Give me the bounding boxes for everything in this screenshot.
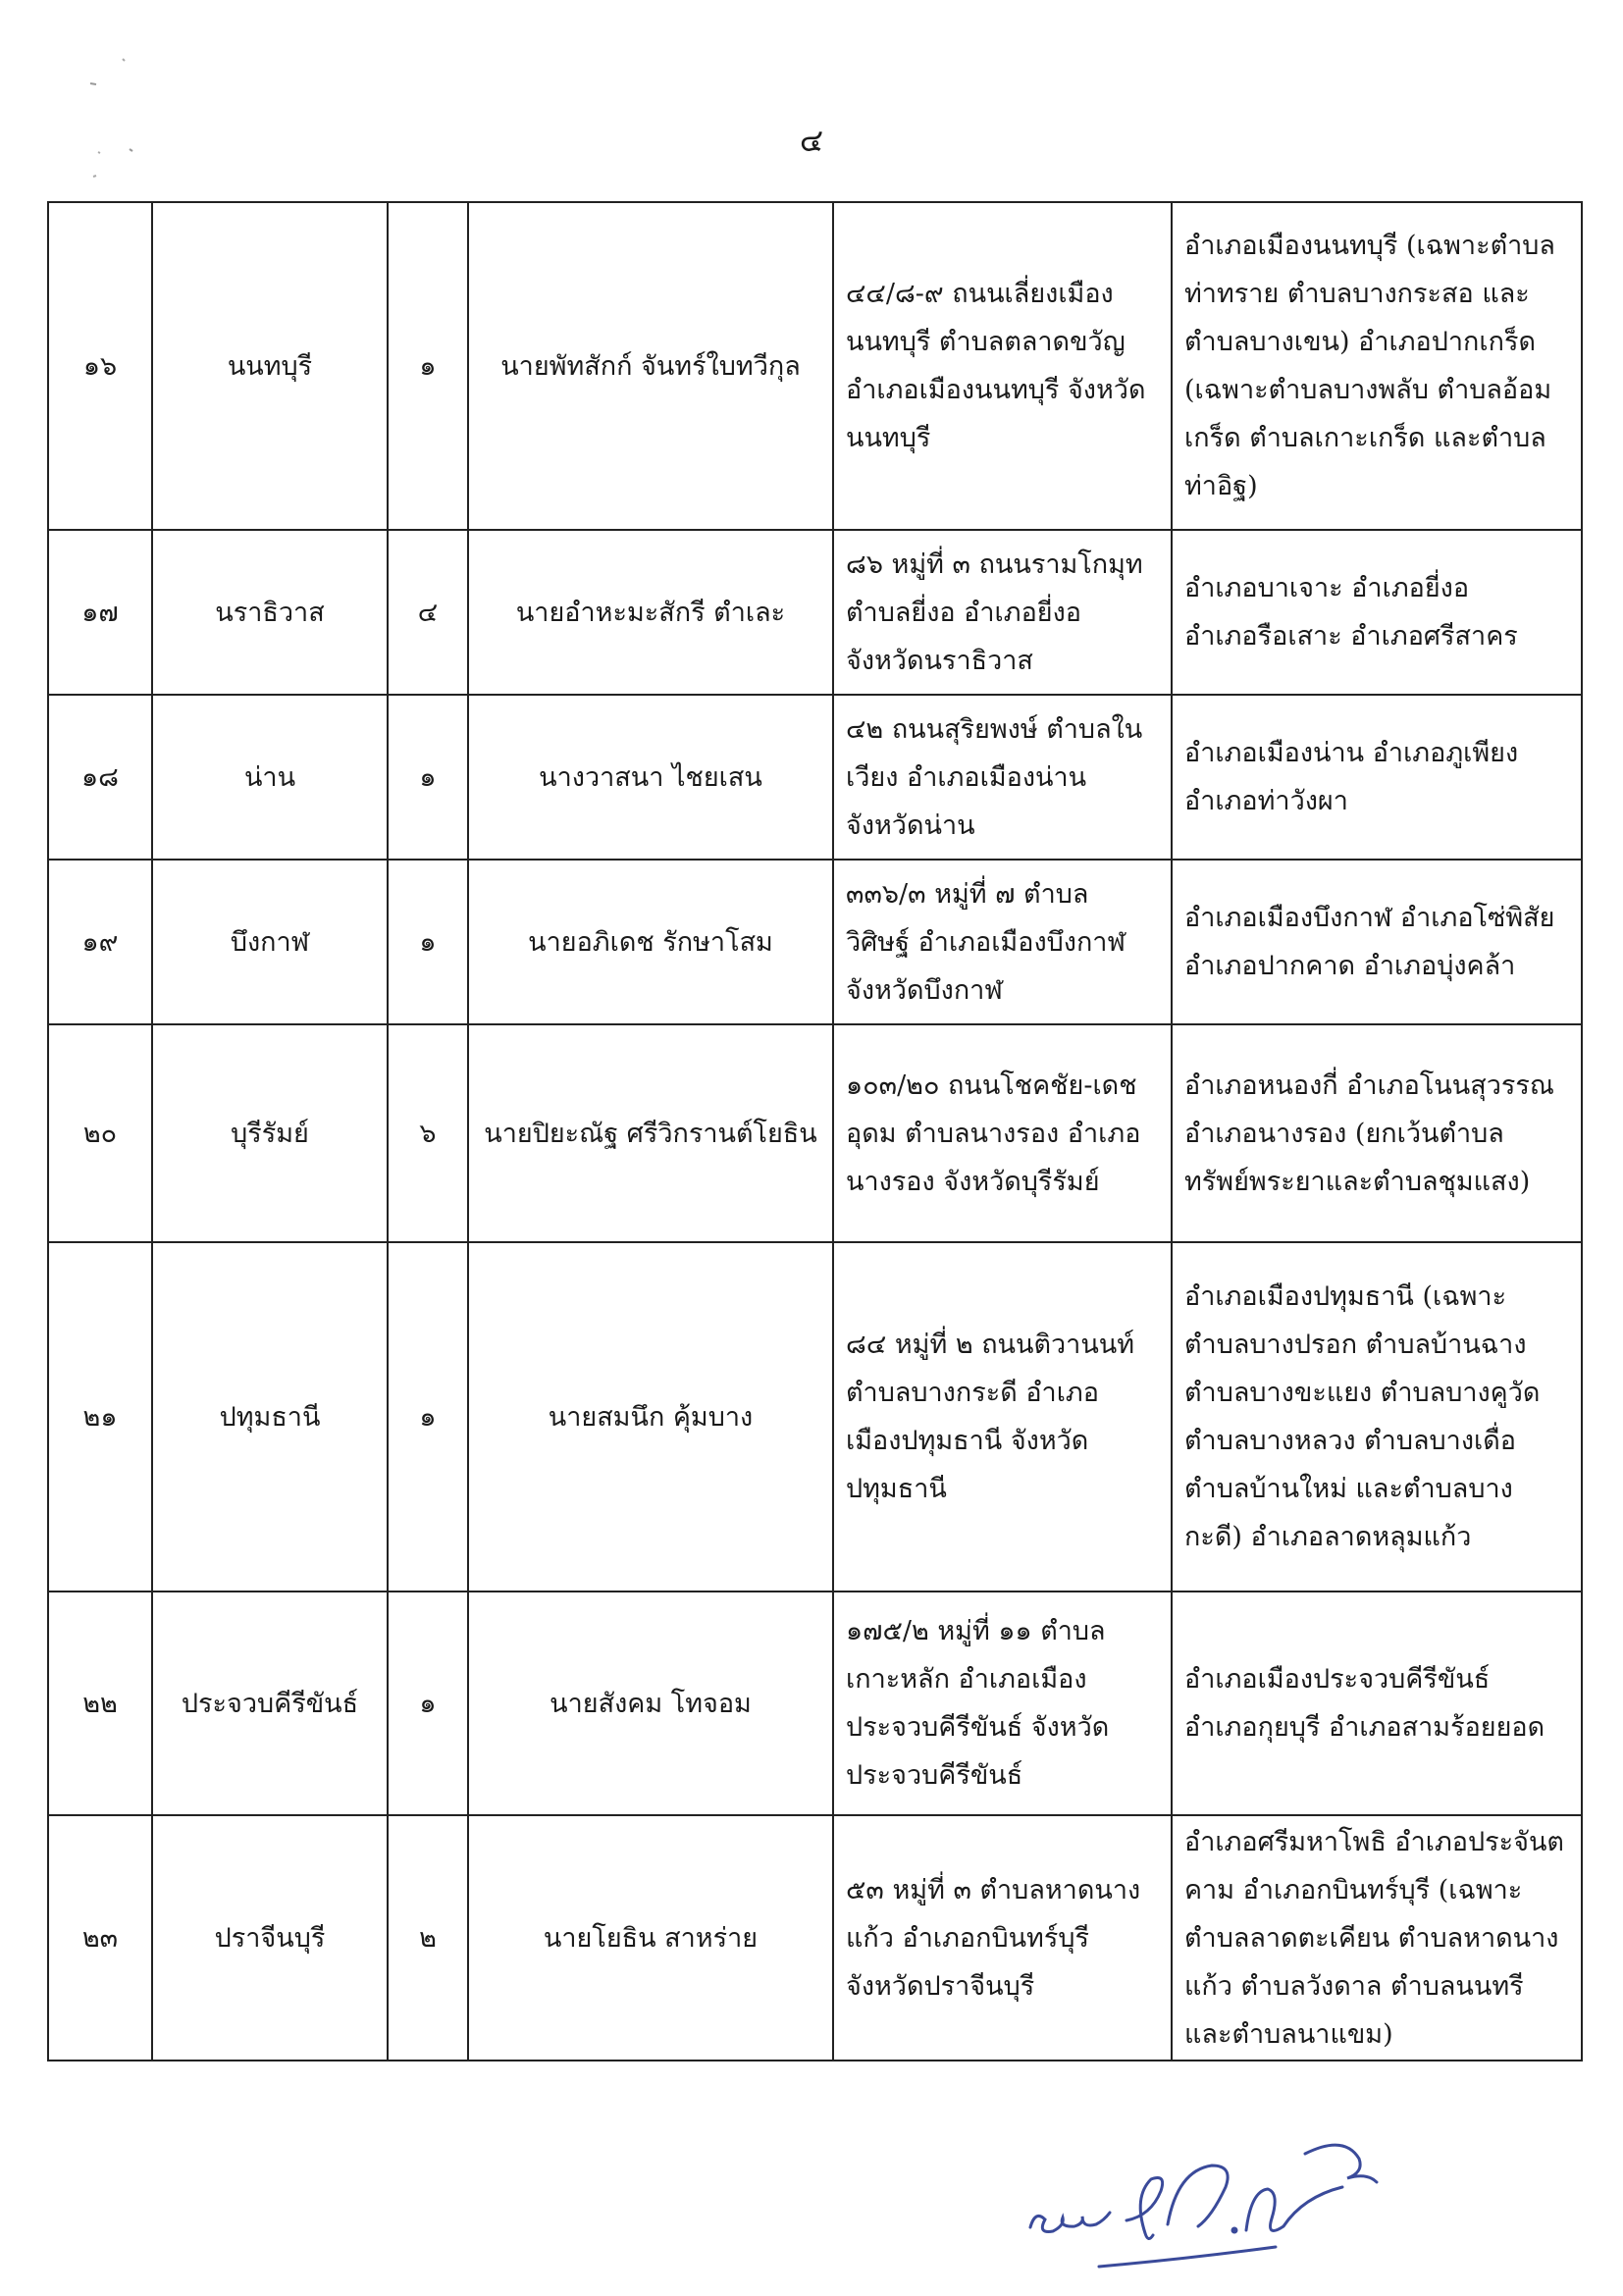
- jurisdiction-line: อำเภอนางรอง (ยกเว้นตำบล: [1184, 1118, 1504, 1149]
- official-name-cell: นายโยธิน สาหร่าย: [468, 1815, 833, 2061]
- jurisdiction-line: และตำบลนาแขม): [1184, 2018, 1393, 2050]
- address-line: จังหวัดน่าน: [846, 809, 975, 841]
- province-cell: นนทบุรี: [152, 202, 388, 530]
- count-cell: ๑: [388, 860, 468, 1024]
- province-cell: ปราจีนบุรี: [152, 1815, 388, 2061]
- jurisdiction-line: ตำบลบางปรอก ตำบลบ้านฉาง: [1184, 1330, 1527, 1360]
- jurisdiction-line: เกร็ด ตำบลเกาะเกร็ด และตำบล: [1184, 423, 1546, 453]
- count-cell: ๖: [388, 1024, 468, 1242]
- address-cell: [833, 1242, 1172, 1592]
- address-cell: [833, 860, 1172, 1024]
- jurisdiction-line: (เฉพาะตำบลบางพลับ ตำบลอ้อม: [1184, 375, 1552, 405]
- jurisdiction-cell: [1172, 202, 1582, 530]
- signature: [1011, 2114, 1423, 2281]
- row-number: ๑๙: [48, 860, 152, 1024]
- table-row: [48, 695, 1582, 860]
- registry-table: [47, 201, 1583, 2061]
- jurisdiction-line: อำเภอกุยบุรี อำเภอสามร้อยยอด: [1184, 1712, 1545, 1743]
- address-cell: [833, 695, 1172, 860]
- address-line: แก้ว อำเภอกบินทร์บุรี: [846, 1922, 1089, 1954]
- official-name-cell: นายสังคม โทจอม: [468, 1592, 833, 1815]
- province-cell: ประจวบคีรีขันธ์: [152, 1592, 388, 1815]
- row-number: ๒๑: [48, 1242, 152, 1592]
- official-name-cell: นางวาสนา ไชยเสน: [468, 695, 833, 860]
- address-line: อำเภอเมืองนนทบุรี จังหวัด: [846, 375, 1146, 405]
- address-line: ตำบลยี่งอ อำเภอยี่งอ: [846, 597, 1082, 628]
- row-number: ๒๓: [48, 1815, 152, 2061]
- address-cell: [833, 1592, 1172, 1815]
- address-line: เวียง อำเภอเมืองน่าน: [846, 761, 1087, 793]
- jurisdiction-line: คาม อำเภอกบินทร์บุรี (เฉพาะ: [1184, 1874, 1523, 1905]
- jurisdiction-line: อำเภอเมืองปทุมธานี (เฉพาะ: [1184, 1281, 1507, 1312]
- count-cell: ๒: [388, 1815, 468, 2061]
- jurisdiction-line: ตำบลลาดตะเคียน ตำบลหาดนาง: [1184, 1922, 1559, 1954]
- jurisdiction-cell: [1172, 860, 1582, 1024]
- address-line: ๑๐๓/๒๐ ถนนโชคชัย-เดช: [846, 1070, 1137, 1101]
- address-line: วิศิษฐ์ อำเภอเมืองบึงกาฬ: [846, 926, 1126, 958]
- row-number: ๒๒: [48, 1592, 152, 1815]
- address-cell: [833, 202, 1172, 530]
- jurisdiction-line: อำเภอเมืองประจวบคีรีขันธ์: [1184, 1664, 1491, 1695]
- address-line: ๔๒ ถนนสุริยพงษ์ ตำบลใน: [846, 713, 1143, 745]
- jurisdiction-line: อำเภอหนองกี่ อำเภอโนนสุวรรณ: [1184, 1070, 1554, 1101]
- jurisdiction-cell: [1172, 1242, 1582, 1592]
- count-cell: ๑: [388, 1242, 468, 1592]
- address-line: ๕๓ หมู่ที่ ๓ ตำบลหาดนาง: [846, 1874, 1141, 1905]
- jurisdiction-line: อำเภอท่าวังผา: [1184, 786, 1348, 816]
- row-number: ๑๘: [48, 695, 152, 860]
- jurisdiction-line: ทรัพย์พระยาและตำบลชุมแสง): [1184, 1166, 1531, 1197]
- jurisdiction-line: ท่าทราย ตำบลบางกระสอ และ: [1184, 279, 1530, 309]
- address-line: ประจวบคีรีขันธ์: [846, 1760, 1023, 1791]
- jurisdiction-line: อำเภอเมืองน่าน อำเภอภูเพียง: [1184, 738, 1519, 768]
- jurisdiction-line: ตำบลบ้านใหม่ และตำบลบาง: [1184, 1474, 1513, 1504]
- province-cell: ปทุมธานี: [152, 1242, 388, 1592]
- address-line: เกาะหลัก อำเภอเมือง: [846, 1664, 1087, 1695]
- row-number: ๑๖: [48, 202, 152, 530]
- official-name-cell: นายอำหะมะสักรี ตำเละ: [468, 530, 833, 695]
- address-line: นนทบุรี ตำบลตลาดขวัญ: [846, 327, 1126, 357]
- address-line: ๓๓๖/๓ หมู่ที่ ๗ ตำบล: [846, 878, 1089, 910]
- address-line: ๑๗๕/๒ หมู่ที่ ๑๑ ตำบล: [846, 1616, 1106, 1646]
- province-cell: นราธิวาส: [152, 530, 388, 695]
- address-cell: [833, 530, 1172, 695]
- jurisdiction-line: แก้ว ตำบลวังดาล ตำบลนนทรี: [1184, 1970, 1524, 2002]
- province-cell: น่าน: [152, 695, 388, 860]
- jurisdiction-line: ท่าอิฐ): [1184, 471, 1258, 501]
- address-line: ๘๖ หมู่ที่ ๓ ถนนรามโกมุท: [846, 548, 1143, 580]
- official-name-cell: นายสมนึก คุ้มบาง: [468, 1242, 833, 1592]
- page-number: ๔: [799, 122, 824, 159]
- jurisdiction-cell: [1172, 1815, 1582, 2061]
- jurisdiction-line: อำเภอศรีมหาโพธิ อำเภอประจันต: [1184, 1826, 1564, 1857]
- official-name-cell: นายอภิเดช รักษาโสม: [468, 860, 833, 1024]
- table-row: [48, 1592, 1582, 1815]
- address-line: อุดม ตำบลนางรอง อำเภอ: [846, 1118, 1141, 1149]
- address-line: ๔๔/๘-๙ ถนนเลี่ยงเมือง: [846, 279, 1114, 309]
- count-cell: ๑: [388, 202, 468, 530]
- jurisdiction-line: ตำบลบางเขน) อำเภอปากเกร็ด: [1184, 327, 1537, 357]
- address-cell: [833, 1815, 1172, 2061]
- official-name-cell: นายพัทสักก์ จันทร์ใบทวีกุล: [468, 202, 833, 530]
- table-row: [48, 1242, 1582, 1592]
- jurisdiction-cell: [1172, 1024, 1582, 1242]
- jurisdiction-line: อำเภอเมืองบึงกาฬ อำเภอโซ่พิสัย: [1184, 903, 1555, 933]
- count-cell: ๑: [388, 1592, 468, 1815]
- address-line: ตำบลบางกระดี อำเภอ: [846, 1378, 1099, 1408]
- jurisdiction-line: ตำบลบางขะแยง ตำบลบางคูวัด: [1184, 1378, 1541, 1408]
- table-row: [48, 1024, 1582, 1242]
- table-row: [48, 202, 1582, 530]
- address-line: นนทบุรี: [846, 423, 931, 453]
- jurisdiction-line: อำเภอปากคาด อำเภอบุ่งคล้า: [1184, 951, 1516, 981]
- jurisdiction-line: ตำบลบางหลวง ตำบลบางเดื่อ: [1184, 1426, 1516, 1456]
- address-line: จังหวัดนราธิวาส: [846, 645, 1033, 676]
- table-row: [48, 1815, 1582, 2061]
- jurisdiction-line: อำเภอเมืองนนทบุรี (เฉพาะตำบล: [1184, 231, 1555, 261]
- address-line: นางรอง จังหวัดบุรีรัมย์: [846, 1166, 1100, 1197]
- address-line: เมืองปทุมธานี จังหวัด: [846, 1426, 1089, 1456]
- table-row: [48, 860, 1582, 1024]
- count-cell: ๔: [388, 530, 468, 695]
- address-line: ๘๔ หมู่ที่ ๒ ถนนติวานนท์: [846, 1330, 1135, 1360]
- address-line: ปทุมธานี: [846, 1474, 947, 1504]
- row-number: ๒๐: [48, 1024, 152, 1242]
- jurisdiction-cell: [1172, 695, 1582, 860]
- address-line: ประจวบคีรีขันธ์ จังหวัด: [846, 1712, 1110, 1743]
- row-number: ๑๗: [48, 530, 152, 695]
- jurisdiction-line: อำเภอบาเจาะ อำเภอยี่งอ: [1184, 573, 1470, 603]
- address-line: จังหวัดบึงกาฬ: [846, 974, 1003, 1006]
- jurisdiction-line: อำเภอรือเสาะ อำเภอศรีสาคร: [1184, 621, 1518, 652]
- address-cell: [833, 1024, 1172, 1242]
- province-cell: บึงกาฬ: [152, 860, 388, 1024]
- jurisdiction-line: กะดี) อำเภอลาดหลุมแก้ว: [1184, 1522, 1472, 1552]
- jurisdiction-cell: [1172, 530, 1582, 695]
- province-cell: บุรีรัมย์: [152, 1024, 388, 1242]
- table-row: [48, 530, 1582, 695]
- count-cell: ๑: [388, 695, 468, 860]
- address-line: จังหวัดปราจีนบุรี: [846, 1970, 1035, 2002]
- jurisdiction-cell: [1172, 1592, 1582, 1815]
- official-name-cell: นายปิยะณัฐ ศรีวิกรานต์โยธิน: [468, 1024, 833, 1242]
